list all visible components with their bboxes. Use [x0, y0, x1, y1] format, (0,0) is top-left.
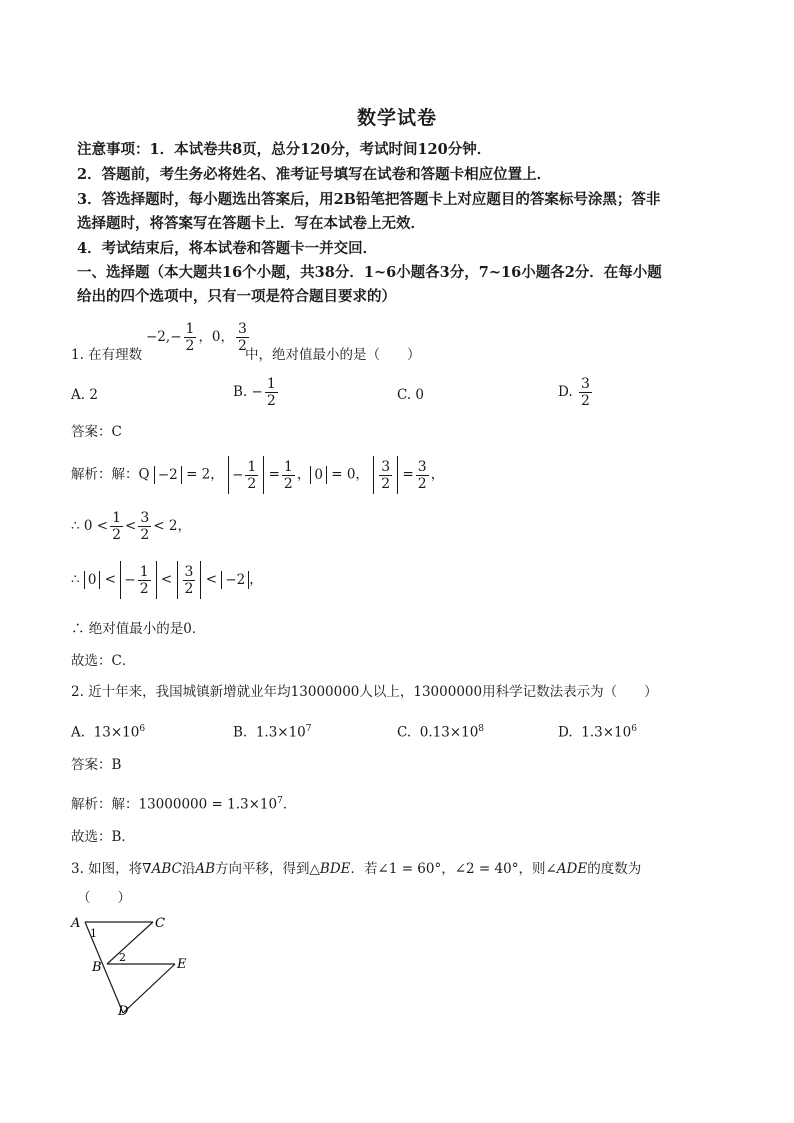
- section-heading-line-1: 一、选择题（本大题共16个小题，共38分．1~6小题各3分，7~16小题各2分．在每小题: [77, 264, 662, 281]
- note-line-2: 2．答题前，考生务必将姓名、准考证号填写在试卷和答题卡相应位置上．: [77, 166, 552, 183]
- q1-analysis-line-1: 解析：解：Q −2 = 2， − $\frac{1}{2}$ = $\frac{1}{2}$ ， 0 = 0， $\frac{3}{2}$ = $\frac{3}{2}$ ，: [71, 456, 444, 494]
- note-line-3: 3．答选择题时，每小题选出答案后，用2B铅笔把答题卡上对应题目的答案标号涂黑；答非: [77, 191, 661, 208]
- q1-num-zero: ，0，: [198, 329, 235, 345]
- seg-bc: [107, 922, 153, 964]
- q1-analysis-line-3: ∴ 0 < − $\frac{1}{2}$ < $\frac{3}{2}$ < −2 ，: [71, 561, 263, 599]
- q1-frac-half: $\frac{1}{2}$: [185, 321, 195, 354]
- q1-answer: 答案：C: [71, 424, 122, 440]
- q2-stem: 2. 近十年来，我国城镇新增就业年均13000000人以上，13000000用科学记数法表示为（ ）: [71, 684, 658, 700]
- page-title: 数学试卷: [356, 107, 437, 129]
- q2-conclusion: 故选：B．: [71, 829, 135, 845]
- q1-frac-three-halves: $\frac{3}{2}$: [238, 321, 247, 354]
- q1-analysis-line-2: ∴ 0 < $\frac{1}{2}$ < $\frac{3}{2}$ < 2，: [71, 510, 191, 543]
- q1-num-neg2: −2,−: [146, 329, 182, 345]
- q1-conclusion: 故选：C．: [71, 653, 136, 669]
- note-line-5: 4．考试结束后，将本试卷和答题卡一并交回．: [77, 240, 378, 257]
- q1-option-b: B. − $\frac{1}{2}$: [233, 376, 276, 409]
- q2-analysis: 解析：解：$13000000 = 1.3\times 10^7$．: [71, 796, 297, 813]
- label-c: C: [155, 916, 165, 931]
- q1-option-a: A. 2: [71, 387, 98, 403]
- section-heading-line-2: 给出的四个选项中，只有一项是符合题目要求的）: [77, 288, 396, 305]
- q2-answer: 答案：B: [71, 757, 122, 773]
- q2-option-d: D. $1.3\times 10^6$: [558, 724, 637, 741]
- q1-option-c: C. 0: [397, 387, 425, 403]
- q3-stem-line-2: （ ）: [77, 890, 131, 906]
- label-d: D: [118, 1004, 129, 1019]
- label-angle-1: 1: [90, 927, 97, 940]
- label-b: B: [92, 960, 102, 975]
- q1-stem-numbers: [146, 321, 251, 354]
- q1-analysis-line-4: ∴ 绝对值最小的是0．: [71, 621, 206, 637]
- q2-option-b: B. $1.3\times 10^7$: [233, 724, 312, 741]
- q3-translation-figure: [60, 905, 210, 1020]
- q3-stem: 3. 如图，将∇ABC沿AB方向平移，得到△BDE．若∠1 = 60°，∠2 = 40°，则∠ADE的度数为: [71, 861, 642, 877]
- q2-option-c: C. $0.13\times 10^8$: [397, 724, 485, 741]
- label-a: A: [71, 916, 81, 931]
- q1-stem-prefix: 1. 在有理数: [71, 347, 143, 363]
- q2-option-a: A. $13\times 10^6$: [71, 724, 146, 741]
- q1-stem-suffix: 中，绝对值最小的是（ ）: [245, 347, 421, 363]
- label-e: E: [177, 957, 187, 972]
- q1-option-d: D. $\frac{3}{2}$: [558, 376, 590, 409]
- note-line-1: 注意事项：1．本试卷共8页，总分120分，考试时间120分钟．: [77, 141, 492, 158]
- note-line-4: 选择题时，将答案写在答题卡上．写在本试卷上无效．: [77, 215, 425, 232]
- seg-de: [123, 964, 175, 1013]
- label-angle-2: 2: [119, 951, 126, 964]
